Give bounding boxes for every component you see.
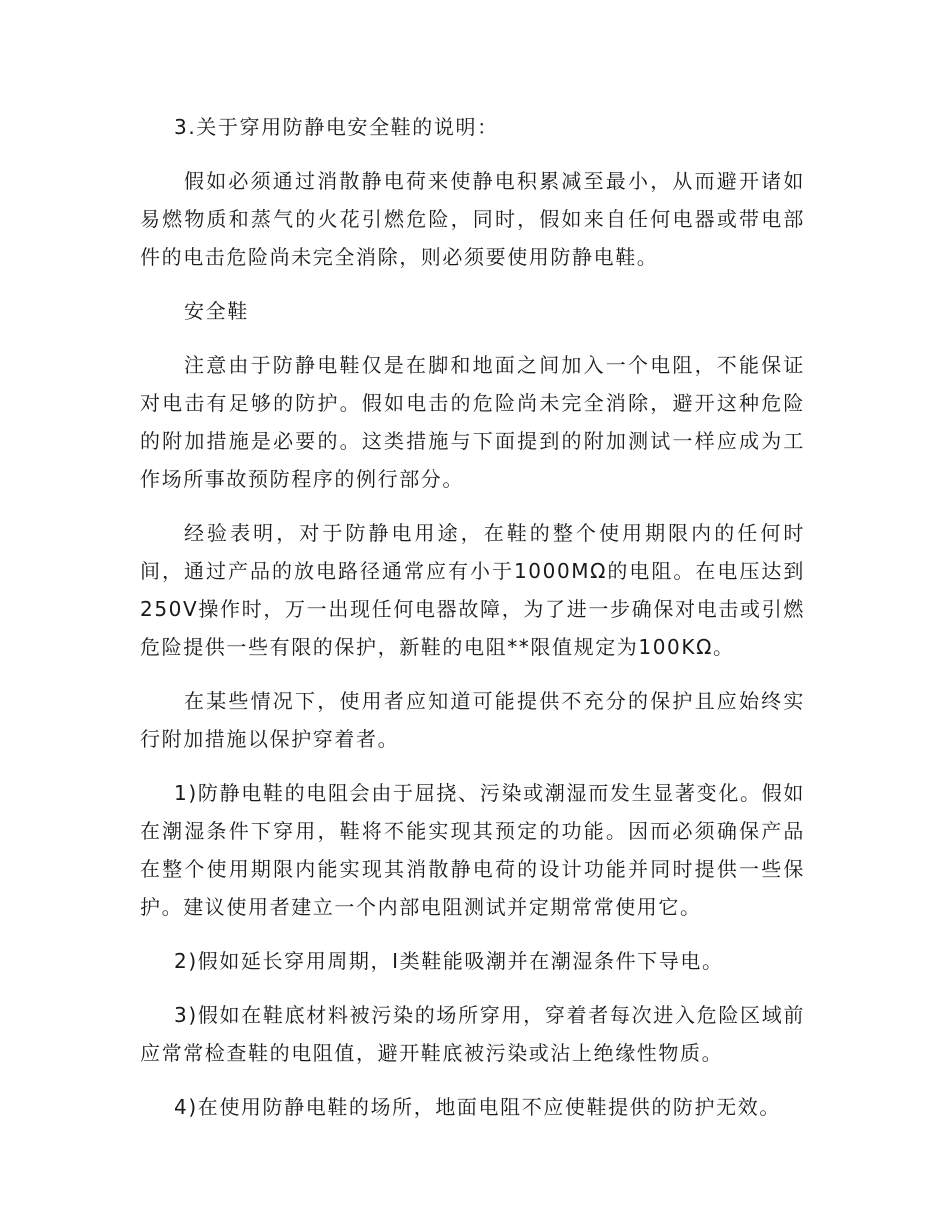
paragraph-intro: 假如必须通过消散静电荷来使静电积累减至最小，从而避开诸如易燃物质和蒸气的火花引燃危险，同时，假如来自任何电器或带电部件的电击危险尚未完全消除，则必须要使用防静电鞋。 bbox=[140, 169, 805, 269]
paragraph-conditions: 在某些情况下，使用者应知道可能提供不充分的保护且应始终实行附加措施以保护穿着者。 bbox=[140, 689, 805, 751]
list-item-3: 3)假如在鞋底材料被污染的场所穿用，穿着者每次进入危险区域前应常常检查鞋的电阻值，避开鞋底被污染或沾上绝缘性物质。 bbox=[140, 1003, 805, 1065]
paragraph-note: 注意由于防静电鞋仅是在脚和地面之间加入一个电阻，不能保证对电击有足够的防护。假如电击的危险尚未完全消除，避开这种危险的附加措施是必要的。这类措施与下面提到的附加测试一样应成为工作场所事故预防程序的例行部分。 bbox=[140, 353, 805, 491]
paragraph-experience: 经验表明，对于防静电用途，在鞋的整个使用期限内的任何时间，通过产品的放电路径通常应有小于1000MΩ的电阻。在电压达到250V操作时，万一出现任何电器故障，为了进一步确保对电击或引燃危险提供一些有限的保护，新鞋的电阻**限值规定为100KΩ。 bbox=[140, 521, 805, 659]
subheading-safety-shoes: 安全鞋 bbox=[184, 299, 249, 323]
list-item-1: 1)防静电鞋的电阻会由于屈挠、污染或潮湿而发生显著变化。假如在潮湿条件下穿用，鞋将不能实现其预定的功能。因而必须确保产品在整个使用期限内能实现其消散静电荷的设计功能并同时提供一些保护。建议使用者建立一个内部电阻测试并定期常常使用它。 bbox=[140, 781, 805, 919]
document-body bbox=[140, 108, 805, 1126]
list-item-4: 4)在使用防静电鞋的场所，地面电阻不应使鞋提供的防护无效。 bbox=[174, 1095, 781, 1119]
list-item-2: 2)假如延长穿用周期，I类鞋能吸潮并在潮湿条件下导电。 bbox=[174, 949, 724, 973]
section-heading: 3.关于穿用防静电安全鞋的说明： bbox=[174, 115, 499, 139]
